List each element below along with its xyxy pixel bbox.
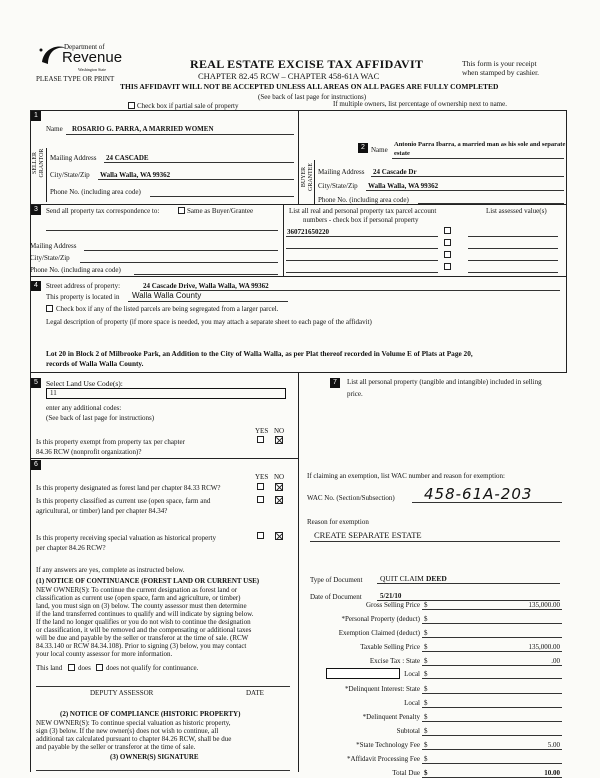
exempt-question-2: 84.36 RCW (nonprofit organization)?	[36, 448, 142, 456]
please-type: PLEASE TYPE OR PRINT	[36, 75, 115, 83]
calc-dollar-sign: $	[424, 601, 428, 609]
personal-property-label-2: price.	[347, 390, 363, 398]
notice-continuance-line: if the land transferred continues to qualify and will indicate by signing below.	[36, 610, 254, 618]
seller-name-label: Name	[46, 125, 63, 133]
buyer-phone-label: Phone No. (including area code)	[318, 196, 409, 204]
calc-row-label: Exemption Claimed (deduct)	[338, 629, 420, 637]
calc-dollar-sign: $	[424, 615, 428, 623]
exemption-label: If claiming an exemption, list WAC number and reason for exemption:	[307, 472, 505, 480]
buyer-name-line2: estate	[394, 150, 410, 157]
segregated-checkbox[interactable]	[46, 305, 53, 312]
buyer-side-label-1: BUYER	[301, 166, 307, 188]
notice-continuance-line: If the land no longer qualifies or you do not wish to continue the designation	[36, 618, 251, 626]
calc-dollar-sign: $	[424, 769, 428, 777]
parcel-list-label-2: numbers - check box if personal property	[303, 216, 419, 224]
corr-phone-label: Phone No. (including area code)	[30, 266, 121, 274]
segregated-label: Check box if any of the listed parcels are being segregated from a larger parcel.	[56, 305, 279, 313]
seller-mailing-label: Mailing Address	[50, 154, 97, 162]
forest-no-checkbox[interactable]	[275, 483, 283, 491]
seller-mailing: 24 CASCADE	[106, 154, 149, 162]
located-in-county: Walla Walla County	[132, 291, 202, 300]
partial-sale-label: Check box if partial sale of property	[137, 102, 239, 110]
seller-city-label: City/State/Zip	[50, 171, 90, 179]
notice-continuance-line: or classification, it will be removed and the compensating or additional taxes	[36, 626, 252, 634]
doc-date-label: Date of Document	[310, 593, 362, 601]
buyer-mail-label: Mailing Address	[318, 168, 365, 176]
local-tax-box[interactable]	[326, 668, 400, 679]
personal-property-label-1: List all personal property (tangible and intangible) included in selling	[347, 378, 542, 386]
s6-yes-label: YES	[255, 473, 269, 481]
notice-compliance-line: sign (3) below. If the new owner(s) does not wish to continue, all	[36, 727, 219, 735]
dept-line2: Revenue	[62, 49, 123, 66]
calc-dollar-sign: $	[424, 670, 428, 678]
current-use-question-1: Is this property classified as current use (open space, farm and	[36, 497, 211, 505]
buyer-city: Walla Walla, WA 99362	[368, 182, 439, 190]
warning-line: THIS AFFIDAVIT WILL NOT BE ACCEPTED UNLESS ALL AREAS ON ALL PAGES ARE FULLY COMPLETED	[120, 82, 499, 91]
notice-compliance-line: NEW OWNER(S): To continue special valuation as historic property,	[36, 719, 231, 727]
wac-label: WAC No. (Section/Subsection)	[307, 494, 395, 502]
dept-line1: Department of	[64, 43, 105, 51]
street-address: 24 Cascade Drive, Walla Walla, WA 99362	[143, 282, 269, 290]
form-title: REAL ESTATE EXCISE TAX AFFIDAVIT	[190, 57, 424, 71]
calc-row-label: Total Due	[392, 769, 420, 777]
notice-continuance-line: land, you must sign on (3) below. The county assessor must then determine	[36, 602, 247, 610]
historic-yes-checkbox[interactable]	[257, 532, 264, 539]
reason-label: Reason for exemption	[307, 518, 369, 526]
calc-total-value: 10.00	[544, 769, 560, 777]
calc-row-label: Excise Tax : State	[369, 657, 420, 665]
land-use-label: Select Land Use Code(s):	[46, 379, 123, 388]
if-yes-instruction: If any answers are yes, complete as instructed below.	[36, 566, 185, 574]
additional-codes-label: enter any additional codes:	[46, 404, 122, 412]
calc-row-label: Gross Selling Price	[365, 601, 420, 609]
owner-signature-label: (3) OWNER(S) SIGNATURE	[110, 753, 199, 761]
this-land-label: This land	[36, 664, 63, 672]
does-qualify-checkbox[interactable]	[68, 664, 75, 671]
current-use-no-checkbox[interactable]	[275, 496, 283, 504]
calc-row-label: Taxable Selling Price	[360, 643, 420, 651]
corr-city-label: City/State/Zip	[30, 254, 70, 262]
notice-continuance-line: your local county assessor for more information.	[36, 650, 173, 658]
exempt-question-1: Is this property exempt from property tax per chapter	[36, 438, 185, 446]
calc-dollar-sign: $	[424, 699, 428, 707]
calc-row-label: *Affidavit Processing Fee	[347, 755, 420, 763]
dor-logo	[38, 40, 123, 76]
section-4-number: 4	[31, 281, 41, 291]
seller-side-label-2: GRANTOR	[39, 148, 45, 178]
multiple-owners-note: If multiple owners, list percentage of ownership next to name.	[333, 100, 507, 108]
calc-row-label: *State Technology Fee	[356, 741, 420, 749]
reason-value: CREATE SEPARATE ESTATE	[314, 530, 422, 540]
parcel-list-label-1: List all real and personal property tax parcel account	[289, 207, 437, 215]
wac-handwritten-value: 458-61A-203	[424, 485, 533, 503]
notice-continuance-line: NEW OWNER(S): To continue the current designation as forest land or	[36, 586, 238, 594]
notice-continuance-title: (1) NOTICE OF CONTINUANCE (FOREST LAND OR CURRENT USE)	[36, 577, 260, 585]
seller-name: ROSARIO G. PARRA, A MARRIED WOMEN	[72, 125, 214, 133]
deputy-assessor-label: DEPUTY ASSESSOR	[90, 689, 154, 697]
notice-continuance-line: classification as current use (open space, farm and agriculture, or timber)	[36, 594, 241, 602]
parcel-1-personal-checkbox[interactable]	[444, 227, 451, 234]
legal-description-line1: Lot 20 in Block 2 of Milbrooke Park, an Addition to the City of Walla Walla, as per Plat thereof recorded in Volume E of Plats at Page 20,	[46, 349, 473, 358]
calc-dollar-sign: $	[424, 741, 428, 749]
see-back-header: (See back of last page for instructions)	[258, 93, 367, 101]
seller-side-label-1: SELLER	[32, 152, 38, 174]
partial-sale-checkbox[interactable]	[128, 102, 135, 109]
buyer-mailing: 24 Cascade Dr	[373, 168, 417, 176]
land-use-box[interactable]	[46, 388, 286, 399]
receipt-note-2: when stamped by cashier.	[462, 68, 540, 77]
land-use-see-back: (See back of last page for instructions)	[46, 414, 155, 422]
notice-compliance-title: (2) NOTICE OF COMPLIANCE (HISTORIC PROPERTY)	[60, 710, 241, 718]
calc-row-label: *Delinquent Penalty	[362, 713, 420, 721]
forest-question: Is this property designated as forest land per chapter 84.33 RCW?	[36, 484, 221, 492]
calc-row-value: .00	[551, 657, 560, 665]
exempt-no-checkbox[interactable]	[275, 436, 283, 444]
parcel-4-personal-checkbox[interactable]	[444, 263, 451, 270]
calc-dollar-sign: $	[424, 713, 428, 721]
receipt-note-1: This form is your receipt	[462, 59, 537, 68]
exempt-yes-checkbox[interactable]	[257, 436, 264, 443]
doc-type-value-1: QUIT CLAIM	[380, 574, 424, 583]
buyer-name-line1: Antonio Parra Ibarra, a married man as his sole and separate	[394, 141, 566, 148]
deputy-date-label: DATE	[246, 689, 264, 697]
land-use-code: 11	[50, 389, 57, 397]
buyer-name-label: Name	[371, 146, 388, 154]
does-not-label: does not qualify for continuance.	[106, 664, 199, 672]
doc-date-value: 5/21/10	[380, 592, 402, 600]
historic-no-checkbox[interactable]	[275, 532, 283, 540]
calc-dollar-sign: $	[424, 727, 428, 735]
historic-question-1: Is this property receiving special valuation as historical property	[36, 534, 217, 542]
same-as-buyer-label: Same as Buyer/Grantee	[187, 207, 254, 215]
located-in-label: This property is located in	[46, 293, 120, 301]
calc-dollar-sign: $	[424, 643, 428, 651]
assessed-value-label: List assessed value(s)	[486, 207, 547, 215]
notice-continuance-line: 84.33.140 or RCW 84.34.108). Prior to signing (3) below, you may contact	[36, 642, 247, 650]
calc-row-label: Local	[404, 699, 420, 707]
form-chapter: CHAPTER 82.45 RCW – CHAPTER 458-61A WAC	[198, 71, 380, 81]
street-address-label: Street address of property:	[46, 282, 121, 290]
calc-row-label: Local	[404, 670, 420, 678]
legal-description-line2: records of Walla Walla County.	[46, 359, 144, 368]
section-7-number: 7	[330, 378, 340, 388]
notice-continuance-line: will be due and payable by the seller or transferor at the time of sale. (RCW	[36, 634, 249, 642]
does-label: does	[78, 664, 91, 672]
calc-row-label: *Delinquent Interest: State	[344, 685, 420, 693]
send-correspondence-label: Send all property tax correspondence to:	[46, 207, 160, 215]
parcel-number: 360721650220	[287, 228, 329, 236]
notice-compliance-line: and payable by the seller or transferor at the time of sale.	[36, 743, 196, 751]
dept-line3: Washington State	[78, 67, 107, 72]
legal-description-label: Legal description of property (if more space is needed, you may attach a separate sheet to each page of the affidavit)	[46, 318, 372, 326]
section-5-number: 5	[31, 378, 41, 388]
doc-type-value-2: DEED	[426, 574, 447, 583]
forest-yes-checkbox[interactable]	[257, 483, 264, 490]
notice-continuance-body	[36, 586, 296, 658]
corr-mailing-label: Mailing Address	[30, 242, 77, 250]
current-use-yes-checkbox[interactable]	[257, 496, 264, 503]
section-2-number: 2	[358, 143, 368, 153]
notice-compliance-body	[36, 719, 296, 751]
parcel-2-personal-checkbox[interactable]	[444, 239, 451, 246]
buyer-city-caption: City/State/Zip	[318, 182, 358, 190]
seller-phone-label: Phone No. (including area code)	[50, 188, 141, 196]
historic-question-2: per chapter 84.26 RCW?	[36, 544, 106, 552]
seller-city: Walla Walla, WA 99362	[100, 171, 171, 179]
doc-type-label: Type of Document	[310, 576, 363, 584]
calc-row-value: 5.00	[547, 741, 560, 749]
s6-no-label: NO	[274, 473, 285, 481]
parcel-3-personal-checkbox[interactable]	[444, 251, 451, 258]
section-6-number: 6	[31, 460, 41, 470]
calc-dollar-sign: $	[424, 755, 428, 763]
s5-yes-label: YES	[255, 427, 269, 435]
s5-no-label: NO	[274, 427, 285, 435]
same-as-buyer-checkbox[interactable]	[178, 207, 185, 214]
buyer-side-label-2: GRANTEE	[308, 163, 314, 191]
calc-row-value: 135,000.00	[528, 643, 560, 651]
notice-compliance-line: additional tax calculated pursuant to chapter 84.26 RCW, shall be due	[36, 735, 232, 743]
section-3-number: 3	[31, 205, 41, 215]
does-not-qualify-checkbox[interactable]	[96, 664, 103, 671]
calc-row-label: *Personal Property (deduct)	[341, 615, 420, 623]
calc-dollar-sign: $	[424, 685, 428, 693]
current-use-question-2: agricultural, or timber) land per chapter 84.34?	[36, 507, 168, 515]
calc-dollar-sign: $	[424, 657, 428, 665]
calc-dollar-sign: $	[424, 629, 428, 637]
calc-row-label: Subtotal	[396, 727, 420, 735]
section-1-number: 1	[31, 111, 41, 121]
calc-row-value: 135,000.00	[528, 601, 560, 609]
